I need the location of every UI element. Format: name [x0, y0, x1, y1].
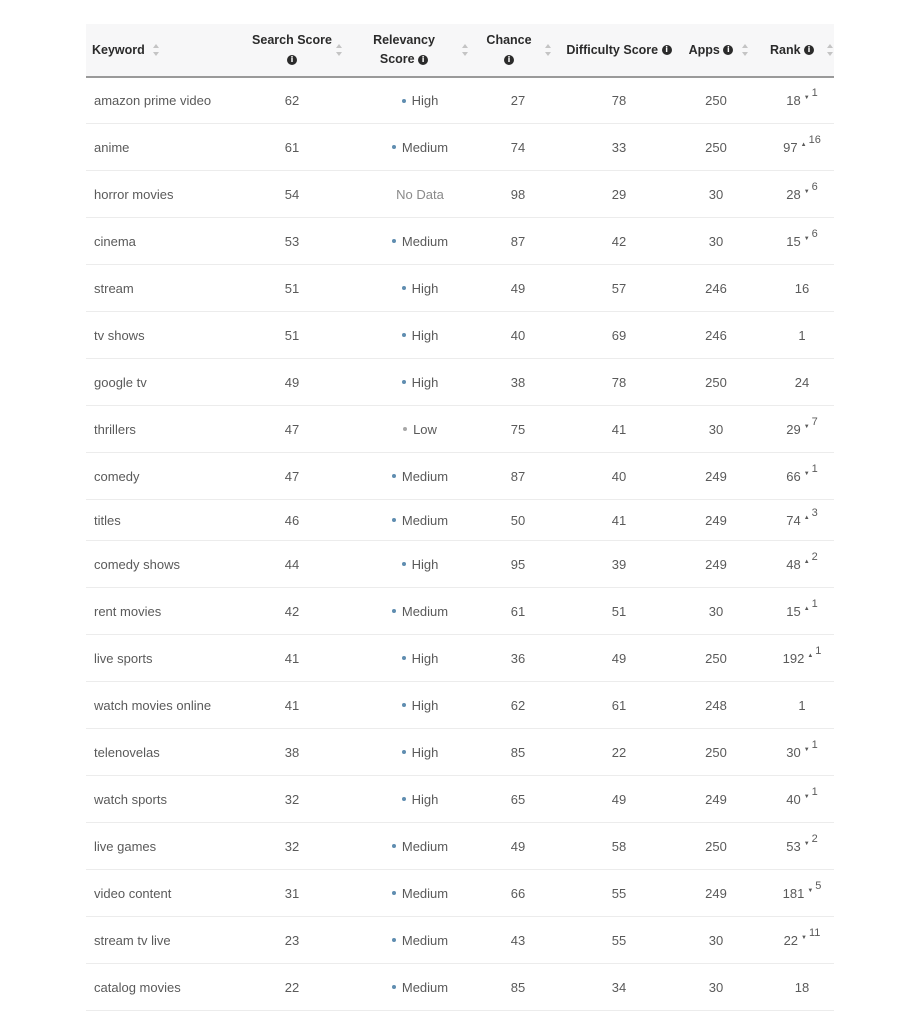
keyword-cell: watch movies online [94, 697, 212, 713]
rank-change [804, 598, 818, 610]
keyword-cell: cinema [94, 233, 136, 249]
relevancy-label: Medium [401, 233, 449, 249]
rank-value: 192 [782, 650, 805, 666]
rank-change [804, 87, 818, 99]
sort-arrows-icon[interactable] [827, 43, 834, 57]
keyword-cell: amazon prime video [94, 93, 212, 108]
keyword-cell: anime [94, 139, 130, 155]
apps-cell: 249 [705, 885, 727, 901]
apps-cell: 250 [705, 744, 727, 760]
keyword-cell: comedy [94, 468, 140, 484]
difficulty-cell: 55 [611, 932, 627, 948]
difficulty-cell: 34 [611, 979, 627, 995]
apps-cell: 30 [708, 186, 724, 202]
arrow-up-icon: ▲ [807, 652, 814, 659]
relevancy-dot-icon [392, 891, 396, 895]
apps-cell: 30 [708, 421, 724, 437]
rank-change [804, 551, 818, 563]
chance-cell: 95 [510, 556, 526, 572]
table-header [86, 24, 834, 78]
relevancy-label: High [411, 650, 439, 666]
rank-cell [766, 823, 838, 869]
relevancy-cell [363, 776, 477, 822]
rank-change [807, 645, 821, 657]
apps-cell: 249 [705, 556, 727, 572]
table-row[interactable] [86, 312, 834, 359]
relevancy-cell [363, 588, 477, 634]
col-chance-header[interactable] [478, 24, 540, 76]
arrow-up-icon: ▲ [803, 605, 810, 612]
search-score-cell: 46 [284, 512, 300, 528]
table-row[interactable] [86, 682, 834, 729]
apps-cell: 250 [705, 650, 727, 666]
difficulty-cell: 33 [611, 139, 627, 155]
rank-cell [766, 406, 838, 452]
rank-cell [766, 453, 838, 499]
table-row[interactable] [86, 406, 834, 453]
table-row[interactable] [86, 124, 834, 171]
table-row[interactable] [86, 218, 834, 265]
keyword-cell: titles [94, 512, 121, 528]
chance-cell: 38 [510, 374, 526, 390]
keyword-cell: thrillers [94, 421, 136, 437]
rank-cell [766, 964, 838, 1010]
arrow-down-icon: ▼ [803, 423, 810, 430]
relevancy-cell [363, 870, 477, 916]
rank-cell [766, 870, 838, 916]
info-icon[interactable]: i [723, 45, 733, 55]
chance-cell: 36 [510, 650, 526, 666]
difficulty-cell: 39 [611, 556, 627, 572]
arrow-down-icon: ▼ [801, 934, 807, 941]
rank-change-value: 1 [811, 87, 818, 99]
difficulty-cell: 42 [611, 233, 627, 249]
col-search-score-label: Search Score [252, 33, 332, 47]
difficulty-cell: 55 [611, 885, 627, 901]
apps-cell: 246 [705, 280, 727, 296]
rank-change-value: 1 [811, 785, 818, 798]
sort-arrows-icon[interactable] [462, 43, 469, 57]
relevancy-cell [363, 729, 477, 775]
relevancy-dot-icon [392, 938, 396, 942]
table-row[interactable] [86, 870, 834, 917]
arrow-up-icon: ▲ [800, 141, 807, 148]
relevancy-cell [363, 406, 477, 452]
rank-value: 74 [786, 512, 801, 528]
keyword-cell: live sports [94, 650, 153, 666]
rank-change [801, 927, 820, 939]
rank-cell [766, 124, 838, 170]
chance-cell: 40 [510, 327, 526, 343]
search-score-cell: 51 [284, 280, 300, 296]
keyword-cell: watch sports [94, 791, 167, 807]
relevancy-dot-icon [402, 333, 406, 337]
difficulty-cell: 49 [611, 650, 627, 666]
rank-cell [766, 917, 838, 963]
rank-change [804, 228, 818, 240]
rank-change [804, 739, 818, 751]
relevancy-dot-icon [392, 145, 396, 149]
sort-arrows-icon[interactable] [742, 43, 749, 57]
relevancy-cell [363, 453, 477, 499]
rank-value: 22 [783, 932, 799, 948]
col-relevancy-label-2: Score [379, 52, 415, 66]
apps-cell: 30 [708, 979, 724, 995]
col-difficulty-header[interactable] [560, 24, 678, 76]
rank-value: 1 [798, 327, 806, 343]
table-row[interactable] [86, 588, 834, 635]
arrow-down-icon: ▼ [803, 840, 810, 847]
rank-change [804, 416, 818, 428]
chance-cell: 27 [510, 93, 526, 108]
apps-cell: 30 [708, 932, 724, 948]
sort-arrows-icon[interactable] [336, 43, 343, 57]
table-row[interactable] [86, 500, 834, 541]
difficulty-cell: 58 [611, 838, 627, 854]
relevancy-cell [363, 171, 477, 217]
relevancy-dot-icon [392, 844, 396, 848]
keyword-cell: live games [94, 838, 157, 854]
chance-cell: 87 [510, 468, 526, 484]
keyword-cell: telenovelas [94, 744, 160, 760]
rank-value: 24 [794, 374, 810, 390]
search-score-cell: 22 [284, 979, 300, 995]
chance-cell: 61 [510, 603, 526, 619]
chance-cell: 43 [510, 932, 526, 948]
apps-cell: 250 [705, 374, 727, 390]
search-score-cell: 49 [284, 374, 300, 390]
table-body [86, 78, 834, 1011]
relevancy-dot-icon [402, 797, 406, 801]
search-score-cell: 32 [284, 791, 300, 807]
rank-value: 53 [786, 838, 801, 854]
keyword-cell: tv shows [94, 327, 145, 343]
chance-cell: 74 [510, 139, 526, 155]
apps-cell: 249 [705, 791, 727, 807]
search-score-cell: 53 [284, 233, 300, 249]
relevancy-dot-icon [402, 99, 406, 103]
keyword-table [86, 24, 834, 1011]
difficulty-cell: 51 [611, 603, 627, 619]
info-icon[interactable]: i [287, 55, 297, 65]
col-apps-label: Apps [688, 42, 720, 57]
search-score-cell: 23 [284, 932, 300, 948]
col-difficulty-label: Difficulty Score [566, 42, 659, 57]
keyword-cell: rent movies [94, 603, 162, 619]
rank-cell [766, 265, 838, 311]
keyword-cell: comedy shows [94, 556, 180, 572]
rank-value: 97 [783, 139, 798, 155]
keyword-cell: stream tv live [94, 932, 171, 948]
chance-cell: 75 [510, 421, 526, 437]
rank-change-value: 1 [811, 738, 818, 751]
search-score-cell: 47 [284, 468, 300, 484]
relevancy-cell [363, 265, 477, 311]
rank-change-value: 6 [811, 227, 818, 240]
relevancy-dot-icon [392, 609, 396, 613]
relevancy-cell [363, 541, 477, 587]
rank-value: 15 [786, 603, 801, 619]
relevancy-label: High [411, 374, 439, 390]
relevancy-label: High [411, 280, 439, 296]
relevancy-dot-icon [392, 474, 396, 478]
relevancy-label: Low [413, 421, 437, 437]
relevancy-cell [363, 124, 477, 170]
table-row[interactable] [86, 359, 834, 406]
difficulty-cell: 49 [611, 791, 627, 807]
relevancy-cell [363, 823, 477, 869]
relevancy-cell [363, 78, 477, 123]
relevancy-label: Medium [401, 885, 449, 901]
rank-change [804, 463, 818, 475]
chance-cell: 87 [510, 233, 526, 249]
rank-value: 16 [794, 280, 810, 296]
rank-change-value: 1 [815, 644, 822, 657]
chance-cell: 85 [510, 979, 526, 995]
rank-value: 29 [786, 421, 801, 437]
col-rank-label: Rank [769, 42, 801, 57]
table-row[interactable] [86, 635, 834, 682]
relevancy-dot-icon [402, 562, 406, 566]
relevancy-dot-icon [392, 985, 396, 989]
difficulty-cell: 41 [611, 512, 627, 528]
search-score-cell: 44 [284, 556, 300, 572]
col-relevancy-header[interactable] [363, 24, 445, 76]
table-row[interactable] [86, 776, 834, 823]
difficulty-cell: 40 [611, 468, 627, 484]
table-row[interactable] [86, 964, 834, 1011]
rank-value: 28 [786, 186, 801, 202]
col-search-score-header[interactable] [242, 24, 342, 76]
relevancy-label: No Data [396, 186, 444, 202]
search-score-cell: 62 [284, 93, 300, 108]
col-keyword-header[interactable] [86, 24, 242, 76]
relevancy-label: Medium [401, 603, 449, 619]
chance-cell: 50 [510, 512, 526, 528]
rank-value: 181 [782, 885, 805, 901]
rank-change-value: 16 [808, 133, 821, 146]
relevancy-dot-icon [402, 656, 406, 660]
rank-cell [766, 588, 838, 634]
rank-cell [766, 682, 838, 728]
difficulty-cell: 22 [611, 744, 627, 760]
apps-cell: 250 [705, 838, 727, 854]
apps-cell: 30 [708, 603, 724, 619]
relevancy-label: High [411, 556, 439, 572]
rank-change-value: 1 [811, 462, 818, 475]
relevancy-cell [363, 218, 477, 264]
rank-change-value: 2 [811, 550, 818, 563]
info-icon[interactable]: i [662, 45, 672, 55]
apps-cell: 249 [705, 512, 727, 528]
rank-change [804, 833, 818, 845]
chance-cell: 98 [510, 186, 526, 202]
arrow-down-icon: ▼ [803, 793, 810, 800]
apps-cell: 249 [705, 468, 727, 484]
search-score-cell: 31 [284, 885, 300, 901]
relevancy-label: Medium [401, 468, 449, 484]
rank-change-value: 6 [811, 180, 818, 193]
rank-change-value: 7 [811, 415, 818, 428]
difficulty-cell: 29 [611, 186, 627, 202]
rank-cell [766, 171, 838, 217]
sort-arrows-icon[interactable] [545, 43, 552, 57]
relevancy-label: Medium [401, 932, 449, 948]
apps-cell: 246 [705, 327, 727, 343]
relevancy-dot-icon [403, 427, 407, 431]
rank-cell [766, 500, 838, 540]
rank-change-value: 3 [811, 506, 818, 519]
relevancy-dot-icon [402, 380, 406, 384]
rank-value: 66 [786, 468, 801, 484]
col-rank-header[interactable] [766, 24, 818, 76]
rank-value: 30 [786, 744, 801, 760]
chance-cell: 49 [510, 280, 526, 296]
relevancy-label: Medium [401, 139, 449, 155]
chance-cell: 65 [510, 791, 526, 807]
relevancy-dot-icon [402, 286, 406, 290]
relevancy-cell [363, 635, 477, 681]
search-score-cell: 51 [284, 327, 300, 343]
rank-change [807, 880, 821, 892]
relevancy-label: Medium [401, 838, 449, 854]
search-score-cell: 41 [284, 697, 300, 713]
relevancy-dot-icon [402, 703, 406, 707]
rank-cell [766, 359, 838, 405]
difficulty-cell: 78 [611, 93, 627, 108]
difficulty-cell: 41 [611, 421, 627, 437]
relevancy-cell [363, 682, 477, 728]
chance-cell: 62 [510, 697, 526, 713]
difficulty-cell: 57 [611, 280, 627, 296]
relevancy-dot-icon [402, 750, 406, 754]
apps-cell: 248 [705, 697, 727, 713]
rank-change-value: 2 [811, 832, 818, 845]
difficulty-cell: 69 [611, 327, 627, 343]
rank-cell [766, 635, 838, 681]
chance-cell: 66 [510, 885, 526, 901]
info-icon[interactable]: i [418, 55, 428, 65]
col-chance-label: Chance [486, 33, 532, 47]
table-row[interactable] [86, 453, 834, 500]
relevancy-cell [363, 500, 477, 540]
table-row[interactable] [86, 171, 834, 218]
arrow-up-icon: ▲ [803, 514, 810, 521]
info-icon[interactable]: i [804, 45, 814, 55]
rank-value: 40 [786, 791, 801, 807]
search-score-cell: 38 [284, 744, 300, 760]
keyword-cell: horror movies [94, 186, 174, 202]
rank-cell [766, 541, 838, 587]
rank-change-value: 5 [815, 879, 822, 892]
col-keyword-label: Keyword [92, 42, 145, 57]
difficulty-cell: 78 [611, 374, 627, 390]
keyword-cell: google tv [94, 374, 147, 390]
relevancy-label: Medium [401, 512, 449, 528]
keyword-cell: stream [94, 280, 134, 296]
relevancy-label: Medium [401, 979, 449, 995]
chance-cell: 49 [510, 838, 526, 854]
arrow-down-icon: ▼ [803, 95, 810, 101]
sort-arrows-icon[interactable] [153, 43, 160, 57]
arrow-up-icon: ▲ [803, 558, 810, 565]
difficulty-cell: 61 [611, 697, 627, 713]
arrow-down-icon: ▼ [803, 235, 810, 242]
col-relevancy-label-1: Relevancy [373, 33, 435, 47]
relevancy-label: High [411, 93, 439, 108]
rank-change [804, 786, 818, 798]
keyword-cell: catalog movies [94, 979, 181, 995]
rank-change-value: 11 [809, 926, 821, 939]
rank-value: 48 [786, 556, 801, 572]
table-row[interactable] [86, 823, 834, 870]
rank-change-value: 1 [811, 597, 818, 610]
arrow-down-icon: ▼ [803, 188, 810, 195]
relevancy-cell [363, 359, 477, 405]
rank-value: 15 [786, 233, 801, 249]
search-score-cell: 54 [284, 186, 300, 202]
keyword-cell: video content [94, 885, 172, 901]
relevancy-cell [363, 917, 477, 963]
relevancy-label: High [411, 327, 439, 343]
relevancy-dot-icon [392, 518, 396, 522]
search-score-cell: 32 [284, 838, 300, 854]
rank-cell [766, 312, 838, 358]
relevancy-label: High [411, 791, 439, 807]
info-icon[interactable]: i [504, 55, 514, 65]
relevancy-label: High [411, 697, 439, 713]
rank-cell [766, 776, 838, 822]
relevancy-cell [363, 312, 477, 358]
relevancy-dot-icon [392, 239, 396, 243]
arrow-down-icon: ▼ [803, 470, 810, 477]
relevancy-label: High [411, 744, 439, 760]
apps-cell: 30 [708, 233, 724, 249]
apps-cell: 250 [705, 93, 727, 108]
rank-cell [766, 78, 838, 123]
table-row[interactable] [86, 78, 834, 124]
rank-cell [766, 218, 838, 264]
search-score-cell: 61 [284, 139, 300, 155]
arrow-down-icon: ▼ [803, 746, 810, 753]
chance-cell: 85 [510, 744, 526, 760]
search-score-cell: 47 [284, 421, 300, 437]
table-row[interactable] [86, 917, 834, 964]
table-row[interactable] [86, 541, 834, 588]
rank-change [804, 181, 818, 193]
search-score-cell: 42 [284, 603, 300, 619]
rank-cell [766, 729, 838, 775]
relevancy-cell [363, 964, 477, 1010]
rank-value: 18 [794, 979, 810, 995]
rank-value: 1 [798, 697, 806, 713]
search-score-cell: 41 [284, 650, 300, 666]
rank-change [801, 134, 821, 146]
arrow-down-icon: ▼ [807, 887, 814, 894]
rank-value: 18 [786, 93, 801, 108]
table-row[interactable] [86, 729, 834, 776]
rank-change [804, 507, 818, 519]
col-apps-header[interactable] [684, 24, 738, 76]
table-row[interactable] [86, 265, 834, 312]
apps-cell: 250 [705, 139, 727, 155]
